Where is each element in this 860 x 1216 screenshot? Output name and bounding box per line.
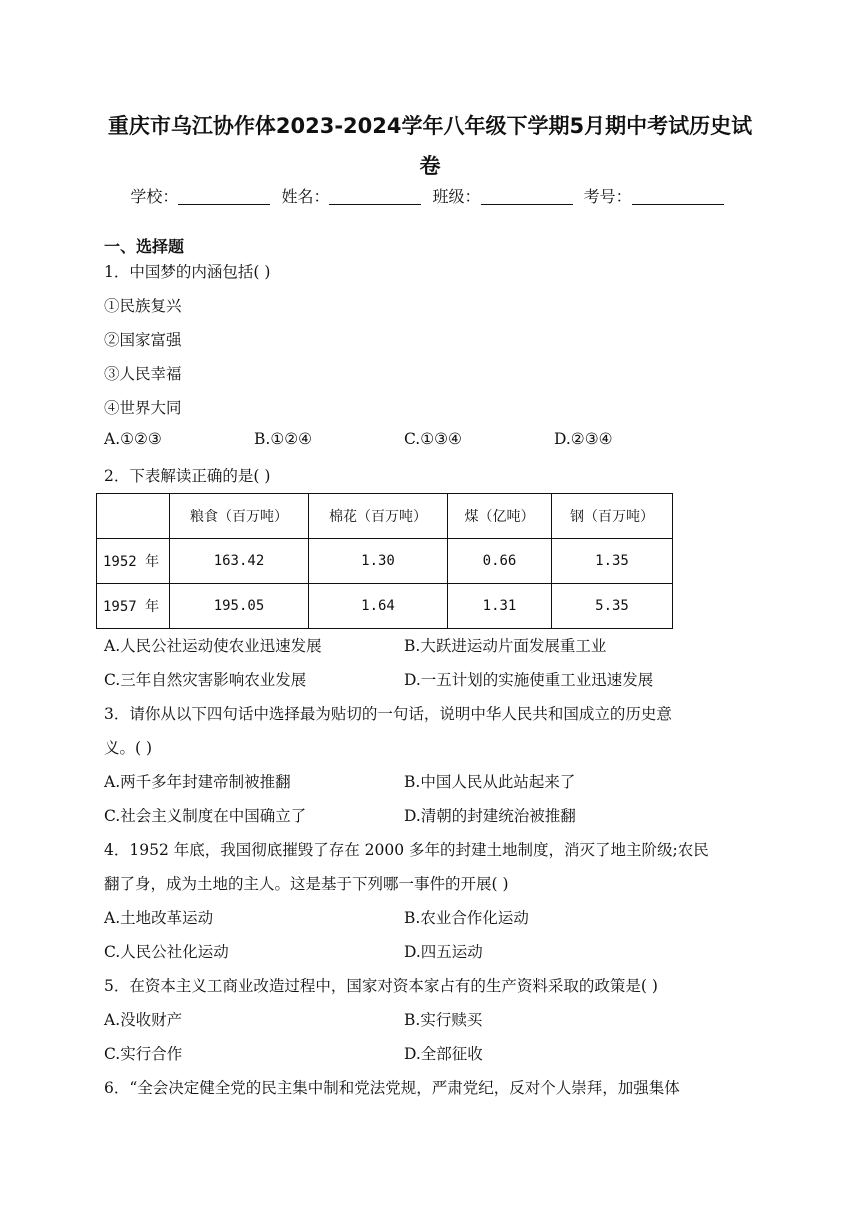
table-cell: 195.05 bbox=[170, 584, 309, 629]
q2-option-a[interactable]: A.人民公社运动使农业迅速发展 bbox=[104, 637, 322, 655]
q4-stem-line1: 4．1952 年底，我国彻底摧毁了存在 2000 多年的封建土地制度，消灭了地主阶级;农民 bbox=[104, 841, 709, 859]
exam-title-line1: 重庆市乌江协作体2023-2024学年八年级下学期5月期中考试历史试 bbox=[107, 114, 753, 138]
table-cell: 1.64 bbox=[309, 584, 448, 629]
q1-option-d[interactable]: D.②③④ bbox=[554, 430, 613, 448]
q4-option-a[interactable]: A.土地改革运动 bbox=[104, 909, 214, 927]
table-header-cell: 棉花（百万吨） bbox=[309, 494, 448, 539]
table-header-cell bbox=[97, 494, 170, 539]
table-cell: 163.42 bbox=[170, 539, 309, 584]
section-title: 一、选择题 bbox=[104, 237, 185, 256]
q1-item-1: ①民族复兴 bbox=[104, 297, 182, 315]
q3-stem-line1: 3．请你从以下四句话中选择最为贴切的一句话，说明中华人民共和国成立的历史意 bbox=[104, 705, 672, 723]
name-label: 姓名： bbox=[281, 187, 330, 206]
table-cell: 1952 年 bbox=[97, 539, 170, 584]
q4-stem-line2: 翻了身，成为土地的主人。这是基于下列哪一事件的开展( ) bbox=[104, 875, 509, 893]
table-cell: 1.30 bbox=[309, 539, 448, 584]
q3-option-d[interactable]: D.清朝的封建统治被推翻 bbox=[404, 807, 576, 825]
q2-option-c[interactable]: C.三年自然灾害影响农业发展 bbox=[104, 671, 307, 689]
exam-title-line2: 卷 bbox=[419, 154, 441, 178]
table-header-cell: 粮食（百万吨） bbox=[170, 494, 309, 539]
production-table bbox=[96, 493, 673, 629]
q5-option-b[interactable]: B.实行赎买 bbox=[404, 1011, 483, 1029]
q4-option-d[interactable]: D.四五运动 bbox=[404, 943, 483, 961]
q1-option-a[interactable]: A.①②③ bbox=[104, 430, 162, 448]
q4-option-b[interactable]: B.农业合作化运动 bbox=[404, 909, 529, 927]
exam-no-blank[interactable] bbox=[632, 188, 724, 205]
q5-option-d[interactable]: D.全部征收 bbox=[404, 1045, 483, 1063]
q1-item-3: ③人民幸福 bbox=[104, 365, 182, 383]
q6-stem-line1: 6．“全会决定健全党的民主集中制和党法党规，严肃党纪，反对个人崇拜，加强集体 bbox=[104, 1079, 680, 1097]
table-row bbox=[97, 539, 673, 584]
q1-stem: 1．中国梦的内涵包括( ) bbox=[104, 263, 271, 281]
q4-option-c[interactable]: C.人民公社化运动 bbox=[104, 943, 229, 961]
q1-item-4: ④世界大同 bbox=[104, 399, 182, 417]
table-cell: 5.35 bbox=[552, 584, 673, 629]
q3-option-a[interactable]: A.两千多年封建帝制被推翻 bbox=[104, 773, 291, 791]
table-row bbox=[97, 584, 673, 629]
q1-option-c[interactable]: C.①③④ bbox=[404, 430, 462, 448]
q2-option-b[interactable]: B.大跃进运动片面发展重工业 bbox=[404, 637, 607, 655]
class-label: 班级： bbox=[432, 187, 481, 206]
class-blank[interactable] bbox=[481, 188, 573, 205]
q5-option-c[interactable]: C.实行合作 bbox=[104, 1045, 183, 1063]
q3-option-b[interactable]: B.中国人民从此站起来了 bbox=[404, 773, 576, 791]
exam-no-label: 考号： bbox=[583, 187, 632, 206]
table-cell: 0.66 bbox=[448, 539, 552, 584]
table-cell: 1957 年 bbox=[97, 584, 170, 629]
name-blank[interactable] bbox=[329, 188, 421, 205]
table-cell: 1.31 bbox=[448, 584, 552, 629]
table-cell: 1.35 bbox=[552, 539, 673, 584]
q5-option-a[interactable]: A.没收财产 bbox=[104, 1011, 183, 1029]
q2-option-d[interactable]: D.一五计划的实施使重工业迅速发展 bbox=[404, 671, 654, 689]
student-info-row bbox=[0, 184, 860, 207]
q2-stem: 2．下表解读正确的是( ) bbox=[104, 467, 271, 485]
q1-option-b[interactable]: B.①②④ bbox=[254, 430, 313, 448]
school-label: 学校： bbox=[130, 187, 179, 206]
table-header-cell: 煤（亿吨） bbox=[448, 494, 552, 539]
exam-title bbox=[100, 106, 760, 186]
school-blank[interactable] bbox=[178, 188, 270, 205]
q1-item-2: ②国家富强 bbox=[104, 331, 182, 349]
q3-option-c[interactable]: C.社会主义制度在中国确立了 bbox=[104, 807, 307, 825]
q3-stem-line2: 义。( ) bbox=[104, 739, 153, 757]
table-header-cell: 钢（百万吨） bbox=[552, 494, 673, 539]
table-header-row bbox=[97, 494, 673, 539]
q5-stem: 5．在资本主义工商业改造过程中，国家对资本家占有的生产资料采取的政策是( ) bbox=[104, 977, 658, 995]
